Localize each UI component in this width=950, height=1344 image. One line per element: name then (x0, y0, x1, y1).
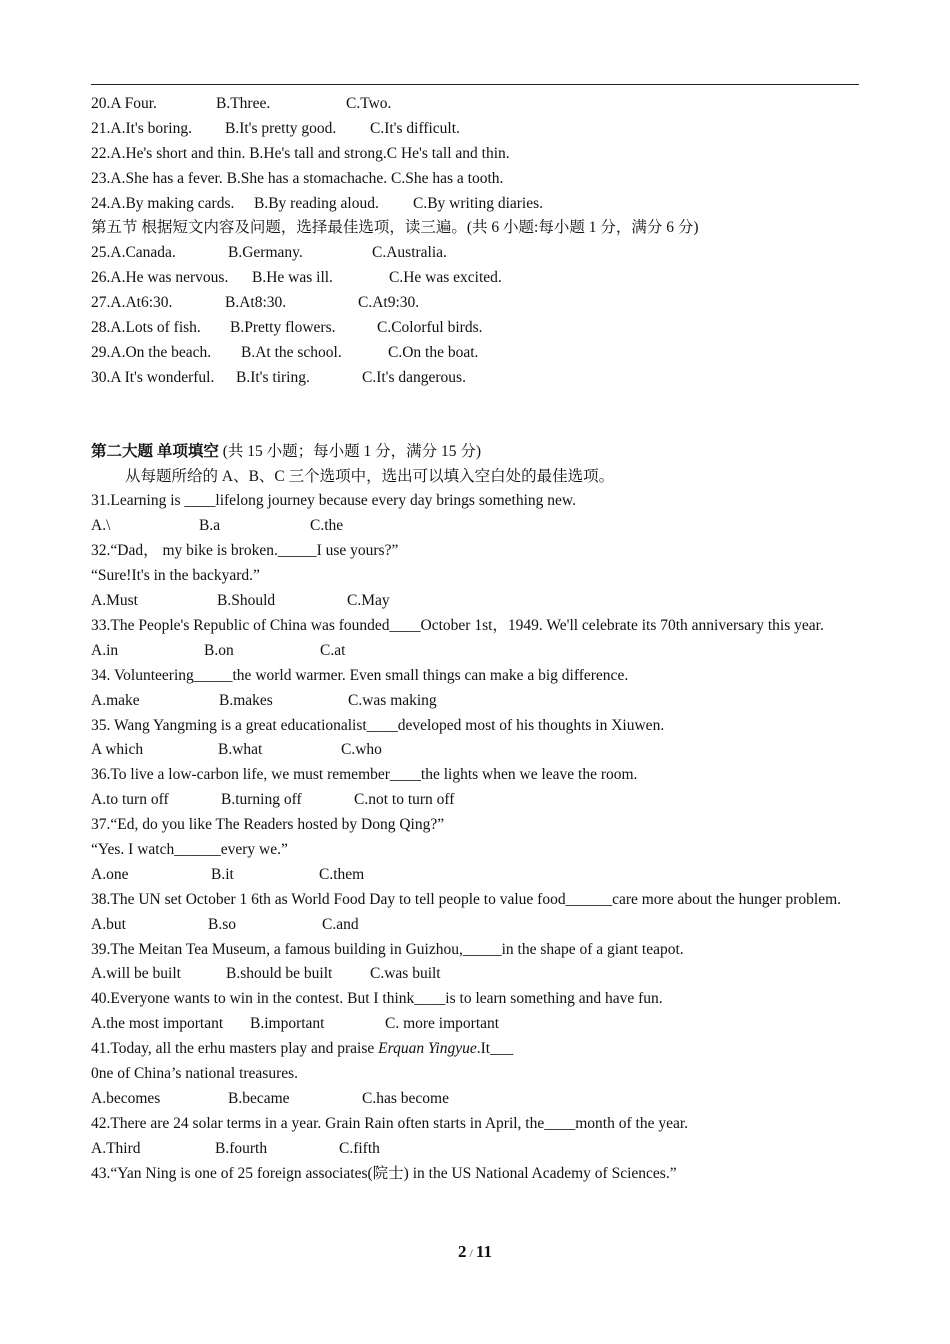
option-c: C.fifth (339, 1139, 380, 1157)
song-title: Erquan Yingyue (378, 1040, 477, 1058)
option-c: C.at (320, 641, 346, 659)
option-b: B.Three. (216, 95, 271, 112)
options-34 (91, 689, 859, 714)
options-38 (91, 913, 859, 938)
option-c: C.has become (362, 1089, 449, 1107)
options-32 (91, 589, 859, 614)
option-a: A.to turn off (91, 791, 169, 809)
option-b: B.fourth (215, 1139, 268, 1157)
question-36: 36.To live a low-carbon life, we must remember____the lights when we leave the room. (91, 766, 638, 784)
option-c: C.who (341, 741, 382, 759)
question-37: 37.“Ed, do you like The Readers hosted by Dong Qing?” (91, 816, 445, 834)
option-a: 28.A.Lots of fish. (91, 319, 201, 337)
option-b: B.Pretty flowers. (230, 319, 336, 337)
option-c: C.not to turn off (354, 791, 455, 809)
option-b: B.He was ill. (252, 269, 333, 287)
total-pages: 11 (475, 1242, 492, 1261)
option-c: C.was built (370, 965, 441, 983)
option-b: B.At8:30. (225, 294, 287, 312)
part-2-instruction: 从每题所给的 A、B、C 三个选项中，选出可以填入空白处的最佳选项。 (125, 467, 615, 485)
options-36 (91, 788, 859, 813)
question-27 (91, 291, 859, 316)
option-b: B.should be built (226, 965, 333, 983)
options-35 (91, 738, 859, 763)
option-a: 27.A.At6:30. (91, 294, 173, 312)
option-b: B.a (199, 517, 221, 535)
question-23: 23.A.She has a fever. B.She has a stomachache. C.She has a tooth. (91, 169, 504, 187)
question-29 (91, 341, 859, 366)
option-c: C.the (310, 517, 344, 535)
option-c: C.On the boat. (388, 343, 479, 361)
option-c: C.At9:30. (358, 294, 420, 312)
current-page: 2 (458, 1242, 467, 1261)
option-a: 24.A.By making cards. (91, 194, 235, 212)
option-a: A.\ (91, 517, 111, 535)
option-c: C.By writing diaries. (413, 194, 544, 212)
option-a: A.the most important (91, 1015, 224, 1033)
option-a: 20.A Four. (91, 95, 157, 112)
question-21 (91, 117, 859, 142)
option-b: B.it (211, 865, 234, 883)
option-b: B.makes (219, 691, 273, 709)
question-43: 43.“Yan Ning is one of 25 foreign associates(院士) in the US National Academy of Sciences.” (91, 1164, 677, 1182)
option-a: A.becomes (91, 1089, 161, 1107)
part-2-heading (91, 440, 859, 465)
question-38: 38.The UN set October 1 6th as World Food Day to tell people to value food______care more about the hunger problem. (91, 890, 842, 908)
option-a: A.will be built (91, 965, 181, 983)
part-2-score: (共 15 小题；每小题 1 分，满分 15 分) (218, 442, 482, 460)
options-39 (91, 962, 859, 987)
question-30 (91, 366, 859, 391)
option-b: B.what (218, 741, 263, 759)
option-a: 30.A It's wonderful. (91, 368, 215, 386)
option-c: C. more important (385, 1015, 500, 1033)
option-b: B.It's pretty good. (225, 119, 337, 137)
page-content (91, 92, 859, 1186)
question-41 (91, 1037, 859, 1062)
option-a: A.make (91, 691, 140, 709)
option-c: C.Australia. (372, 244, 447, 262)
question-40: 40.Everyone wants to win in the contest. But I think____is to learn something and have fun. (91, 990, 663, 1008)
question-41-blank: .It___ (476, 1040, 514, 1058)
section-gap (91, 391, 859, 440)
options-37 (91, 863, 859, 888)
question-37-reply: “Yes. I watch______every we.” (91, 840, 288, 858)
question-39: 39.The Meitan Tea Museum, a famous building in Guizhou,_____in the shape of a giant teapot. (91, 940, 684, 958)
question-28 (91, 316, 859, 341)
question-32: 32.“Dad， my bike is broken._____I use yours?” (91, 542, 399, 560)
option-a: 21.A.It's boring. (91, 119, 192, 137)
header-rule (91, 84, 859, 85)
question-32-reply: “Sure!It's in the backyard.” (91, 567, 260, 585)
options-41 (91, 1087, 859, 1112)
option-c: C.Two. (346, 95, 392, 112)
option-b: B.on (204, 641, 234, 659)
option-a: A.Third (91, 1139, 141, 1157)
question-33: 33.The People's Republic of China was founded____October 1st，1949. We'll celebrate its 70th anniversary this year. (91, 616, 824, 634)
option-b: B.so (208, 915, 236, 933)
question-22: 22.A.He's short and thin. B.He's tall and strong.C He's tall and thin. (91, 144, 510, 162)
option-a: A which (91, 741, 144, 759)
option-c: C.He was excited. (389, 269, 502, 287)
question-35: 35. Wang Yangming is a great educationalist____developed most of his thoughts in Xiuwen. (91, 716, 665, 734)
section-5-heading: 第五节 根据短文内容及问题，选择最佳选项，读三遍。(共 6 小题:每小题 1 分，满分 6 分) (91, 219, 699, 237)
question-41-text: 41.Today, all the erhu masters play and praise (91, 1040, 379, 1058)
page-number (0, 1242, 950, 1262)
options-33 (91, 639, 859, 664)
question-26 (91, 266, 859, 291)
question-20 (91, 92, 859, 117)
option-a: A.Must (91, 592, 138, 610)
option-a: 26.A.He was nervous. (91, 269, 229, 287)
question-42: 42.There are 24 solar terms in a year. Grain Rain often starts in April, the____month of the year. (91, 1114, 689, 1132)
option-c: C.May (347, 592, 390, 610)
options-42 (91, 1137, 859, 1162)
option-a: A.in (91, 641, 119, 659)
option-b: B.At the school. (241, 343, 342, 361)
option-b: B.important (250, 1015, 325, 1033)
question-25 (91, 241, 859, 266)
option-b: B.It's tiring. (236, 368, 310, 386)
page-separator: / (469, 1246, 473, 1260)
option-c: C.Colorful birds. (377, 319, 483, 337)
option-b: B.Should (217, 592, 276, 610)
question-31: 31.Learning is ____lifelong journey because every day brings something new. (91, 492, 576, 510)
options-40 (91, 1012, 859, 1037)
question-34: 34. Volunteering_____the world warmer. Even small things can make a big difference. (91, 666, 629, 684)
option-a: 29.A.On the beach. (91, 343, 212, 361)
option-c: C.and (322, 915, 359, 933)
options-31 (91, 514, 859, 539)
option-c: C.them (319, 865, 365, 883)
option-a: A.one (91, 865, 129, 883)
option-b: B.Germany. (228, 244, 303, 262)
question-41-continued: 0ne of China’s national treasures. (91, 1064, 299, 1082)
option-b: B.turning off (221, 791, 302, 809)
option-b: B.By reading aloud. (254, 194, 379, 212)
option-c: C.It's difficult. (370, 119, 460, 137)
option-a: A.but (91, 915, 126, 933)
option-a: 25.A.Canada. (91, 244, 176, 262)
part-2-title: 第二大题 单项填空 (91, 442, 219, 460)
option-b: B.became (228, 1089, 290, 1107)
question-24 (91, 192, 859, 217)
option-c: C.was making (348, 691, 437, 709)
option-c: C.It's dangerous. (362, 368, 466, 386)
